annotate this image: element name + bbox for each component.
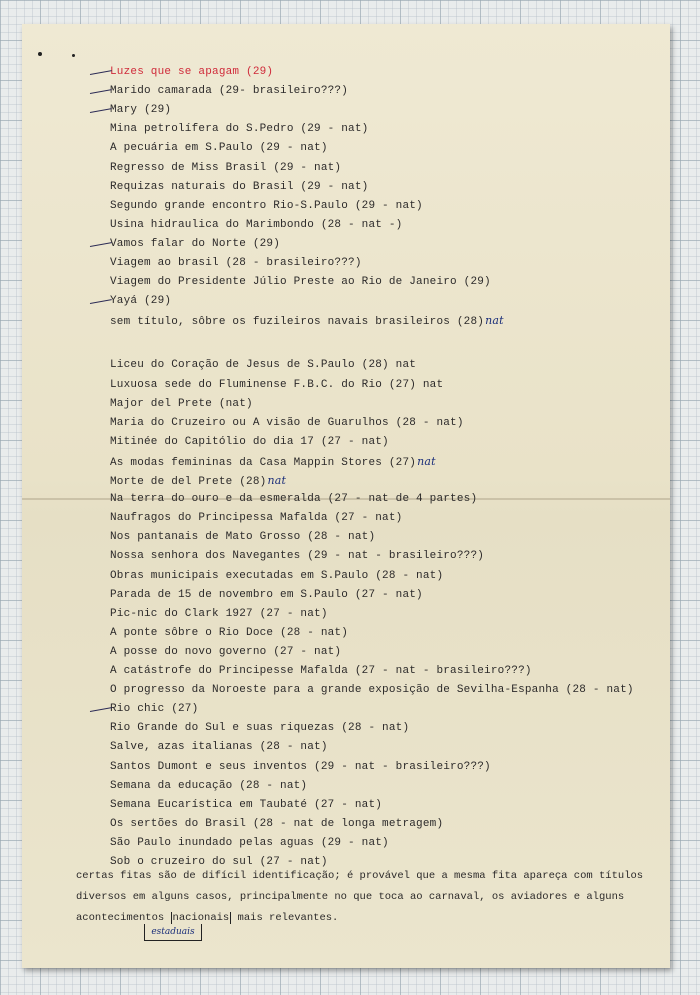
list-item [110,722,409,734]
list-item-text: Morte de del Prete (28) [110,476,267,488]
list-item-text: Mary (29) [110,104,172,117]
list-item-text: Santos Dumont e seus inventos (29 - nat - brasileiro???) [110,760,491,773]
list-item-text: Sob o cruzeiro do sul (27 - nat) [110,856,328,868]
list-item-text: Segundo grande encontro Rio-S.Paulo (29 - nat) [110,199,423,212]
list-item [110,359,416,371]
list-item-text: Salve, azas italianas (28 - nat) [110,741,328,754]
list-item [110,295,171,307]
handwritten-note: nat [267,474,287,487]
list-item-text: Marido camarada (29- brasileiro???) [110,85,349,98]
list-item-text: Rio chic (27) [110,703,199,716]
list-item [110,550,484,562]
list-item-text: Pic-nic do Clark 1927 (27 - nat) [110,607,328,620]
list-item [110,531,375,543]
check-mark [90,242,112,247]
list-item-text: O progresso da Noroeste para a grande exposição de Sevilha-Espanha (28 - nat) [110,684,634,697]
check-mark [90,70,112,75]
list-item [110,417,464,429]
list-item-text: sem título, sôbre os fuzileiros navais brasileiros (28) [110,316,485,329]
list-item [110,493,477,505]
list-item [110,436,389,448]
list-item-text: Major del Prete (nat) [110,397,253,410]
list-item-text: São Paulo inundado pelas aguas (29 - nat) [110,836,389,849]
document-page [22,24,670,968]
handwritten-annotation: estaduais [144,924,202,941]
list-item [110,799,382,811]
list-item-text: Obras municipais executadas em S.Paulo (28 - nat) [110,569,444,582]
list-item [110,780,307,792]
list-item [110,85,348,97]
handwritten-note: nat [485,314,504,328]
punch-hole [72,54,75,57]
note-text-end: mais relevantes. [231,912,339,924]
list-item [110,257,362,269]
list-item [110,66,273,78]
list-item [110,162,341,174]
check-mark [90,707,112,712]
list-item-text: Luzes que se apagam (29) [110,66,274,78]
list-item [110,455,436,469]
list-item-text: Vamos falar do Norte (29) [110,237,281,250]
list-item [110,314,504,328]
list-item-text: Parada de 15 de novembro em S.Paulo (27 - nat) [110,588,423,601]
list-item [110,818,443,830]
list-item-text: A ponte sôbre o Rio Doce (28 - nat) [110,626,349,639]
check-mark [90,299,112,304]
boxed-word: nacionais [172,912,230,924]
list-item-text: Naufragos do Principessa Mafalda (27 - nat) [110,512,403,525]
list-item [110,181,368,193]
list-item-text: Nossa senhora dos Navegantes (29 - nat - brasileiro???) [110,550,485,563]
list-item-text: Mitinée do Capitólio do dia 17 (27 - nat) [110,435,389,448]
list-item-text: A pecuária em S.Paulo (29 - nat) [110,142,328,155]
list-item [110,837,389,849]
list-item [110,665,532,677]
list-item [110,703,198,715]
note-text: certas fitas são de difícil identificação; é provável que a mesma fita apareça com títulos diversos em alguns casos, principalmente no que toca ao carnaval, os aviadores e alguns acontecimentos [76,870,644,924]
list-item [110,474,286,488]
list-item [110,219,402,231]
list-item [110,238,280,250]
list-item-text: Regresso de Miss Brasil (29 - nat) [110,161,342,174]
list-item [110,589,423,601]
list-item [110,398,253,410]
list-item [110,379,443,391]
list-item [110,761,491,773]
list-item-text: Liceu do Coração de Jesus de S.Paulo (28) nat [110,359,417,372]
check-mark [90,108,112,113]
list-item-text: Yayá (29) [110,295,172,308]
list-item [110,646,341,658]
list-item-text: A posse do novo governo (27 - nat) [110,645,342,658]
list-item-text: Semana Eucarística em Taubaté (27 - nat) [110,798,383,811]
list-item-text: Os sertões do Brasil (28 - nat de longa metragem) [110,817,444,830]
list-item-text: Mina petrolífera do S.Pedro (29 - nat) [110,123,369,136]
check-mark [90,89,112,94]
list-item-text: Requizas naturais do Brasil (29 - nat) [110,180,369,193]
list-item-text: Nos pantanais de Mato Grosso (28 - nat) [110,531,376,544]
list-item-text: As modas femininas da Casa Mappin Stores (27) [110,456,417,469]
list-item-text: Na terra do ouro e da esmeralda (27 - nat de 4 partes) [110,493,478,506]
list-item [110,570,443,582]
list-item [110,142,328,154]
list-item [110,276,491,288]
list-item [110,684,634,696]
list-item [110,200,423,212]
list-item [110,104,171,116]
list-item-text: Rio Grande do Sul e suas riquezas (28 - nat) [110,722,410,735]
list-item [110,512,402,524]
list-item-text: Luxuosa sede do Fluminense F.B.C. do Rio (27) nat [110,378,444,391]
list-item-text: Viagem do Presidente Júlio Preste ao Rio de Janeiro (29) [110,276,491,289]
closing-note [76,866,666,929]
punch-hole [38,52,42,56]
list-item-text: Semana da educação (28 - nat) [110,779,308,792]
list-item [110,123,368,135]
list-item [110,741,328,753]
list-item-text: Usina hidraulica do Marimbondo (28 - nat -) [110,218,403,231]
list-item-text: Maria do Cruzeiro ou A visão de Guarulhos (28 - nat) [110,416,464,429]
list-item [110,627,348,639]
list-item-text: A catástrofe do Principesse Mafalda (27 - nat - brasileiro???) [110,665,532,677]
handwritten-note: nat [417,454,436,468]
list-item [110,608,328,620]
list-item-text: Viagem ao brasil (28 - brasileiro???) [110,257,362,269]
